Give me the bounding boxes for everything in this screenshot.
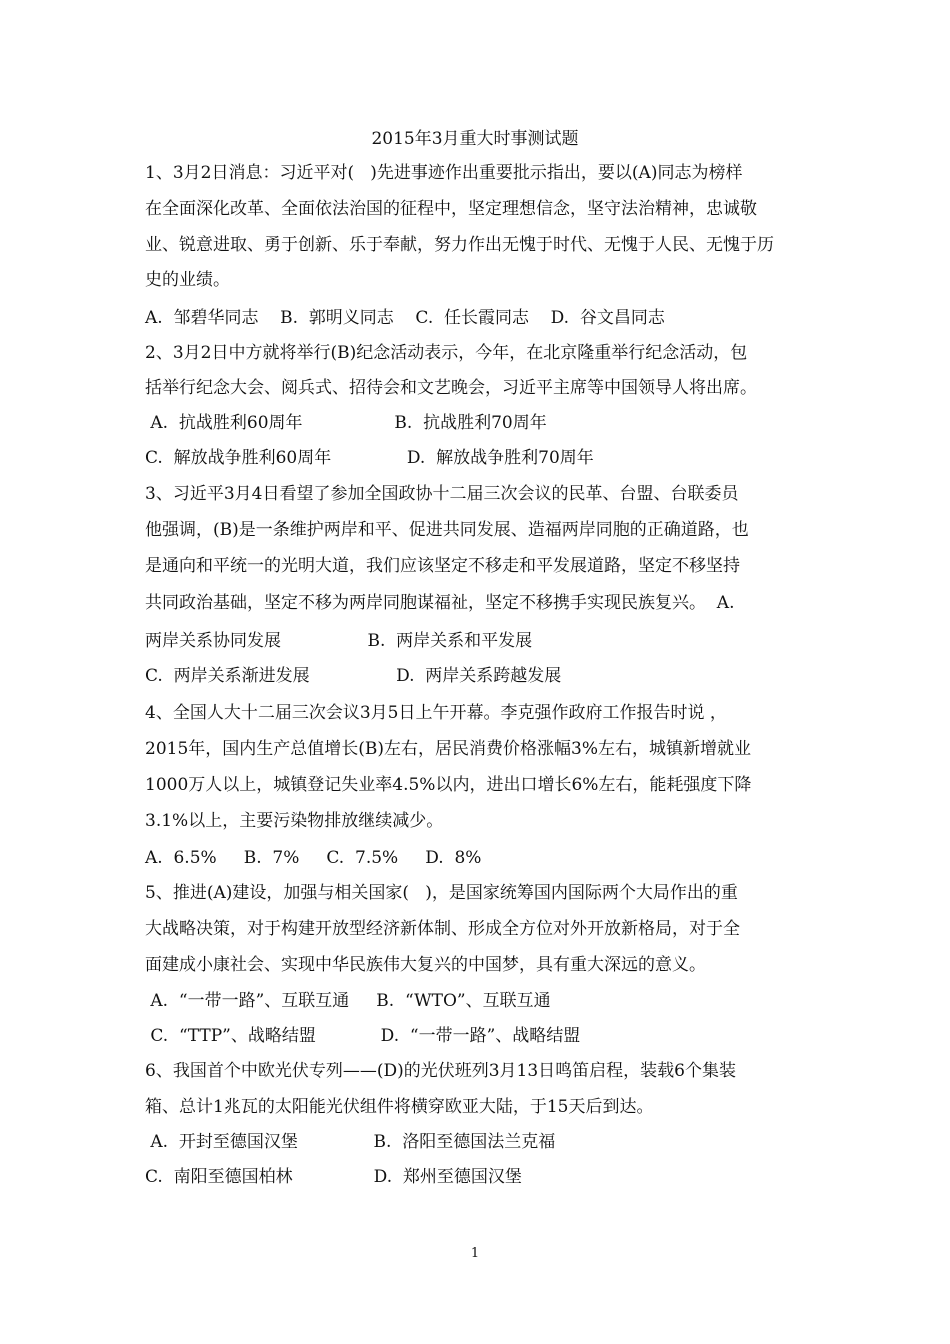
q5-options-row-1: A. “一带一路”、互联互通 B. “WTO”、互联互通 xyxy=(145,991,551,1011)
q3-line-1: 3、习近平3月4日看望了参加全国政协十二届三次会议的民革、台盟、台联委员 xyxy=(145,484,739,504)
q4-options: A. 6.5% B. 7% C. 7.5% D. 8% xyxy=(145,848,482,868)
q2-line-2: 括举行纪念大会、阅兵式、招待会和文艺晚会，习近平主席等中国领导人将出席。 xyxy=(145,378,757,398)
document-title: 2015年3月重大时事测试题 xyxy=(371,129,579,149)
q3-line-4: 共同政治基础，坚定不移为两岸同胞谋福祉，坚定不移携手实现民族复兴。 A. xyxy=(145,593,735,613)
q3-options-row-1: 两岸关系协同发展 B. 两岸关系和平发展 xyxy=(145,631,533,651)
q2-options-row-2: C. 解放战争胜利60周年 D. 解放战争胜利70周年 xyxy=(145,448,594,468)
q4-line-3: 1000万人以上，城镇登记失业率4.5%以内，进出口增长6%左右，能耗强度下降 xyxy=(145,775,752,795)
q5-line-2: 大战略决策，对于构建开放型经济新体制、形成全方位对外开放新格局，对于全 xyxy=(145,919,740,939)
q1-options: A. 邹碧华同志 B. 郭明义同志 C. 任长霞同志 D. 谷文昌同志 xyxy=(145,308,665,328)
q6-line-2: 箱、总计1兆瓦的太阳能光伏组件将横穿欧亚大陆，于15天后到达。 xyxy=(145,1097,654,1117)
q1-line-1: 1、3月2日消息：习近平对( )先进事迹作出重要批示指出，要以(A)同志为榜样 xyxy=(145,163,743,183)
q4-line-1: 4、全国人大十二届三次会议3月5日上午开幕。李克强作政府工作报告时说 ， xyxy=(145,703,727,723)
q2-options-row-1: A. 抗战胜利60周年 B. 抗战胜利70周年 xyxy=(145,413,547,433)
q5-line-3: 面建成小康社会、实现中华民族伟大复兴的中国梦，具有重大深远的意义。 xyxy=(145,955,706,975)
q3-line-3: 是通向和平统一的光明大道，我们应该坚定不移走和平发展道路，坚定不移坚持 xyxy=(145,556,740,576)
q6-line-1: 6、我国首个中欧光伏专列——(D)的光伏班列3月13日鸣笛启程，装载6个集装 xyxy=(145,1061,736,1081)
q3-line-2: 他强调，(B)是一条维护两岸和平、促进共同发展、造福两岸同胞的正确道路，也 xyxy=(145,520,749,540)
page-number: 1 xyxy=(470,1246,480,1261)
q5-line-1: 5、推进(A)建设，加强与相关国家( )，是国家统筹国内国际两个大局作出的重 xyxy=(145,883,738,903)
q6-options-row-1: A. 开封至德国汉堡 B. 洛阳至德国法兰克福 xyxy=(145,1132,556,1152)
q1-line-3: 业、锐意进取、勇于创新、乐于奉献，努力作出无愧于时代、无愧于人民、无愧于历 xyxy=(145,235,774,255)
q3-options-row-2: C. 两岸关系渐进发展 D. 两岸关系跨越发展 xyxy=(145,666,562,686)
q1-line-2: 在全面深化改革、全面依法治国的征程中，坚定理想信念，坚守法治精神，忠诚敬 xyxy=(145,199,757,219)
q4-line-4: 3.1%以上，主要污染物排放继续减少。 xyxy=(145,811,444,831)
q2-line-1: 2、3月2日中方就将举行(B)纪念活动表示，今年，在北京隆重举行纪念活动，包 xyxy=(145,343,748,363)
q5-options-row-2: C. “TTP”、战略结盟 D. “一带一路”、战略结盟 xyxy=(145,1026,581,1046)
q4-line-2: 2015年，国内生产总值增长(B)左右，居民消费价格涨幅3%左右，城镇新增就业 xyxy=(145,739,751,759)
q6-options-row-2: C. 南阳至德国柏林 D. 郑州至德国汉堡 xyxy=(145,1167,522,1187)
q1-line-4: 史的业绩。 xyxy=(145,270,230,290)
